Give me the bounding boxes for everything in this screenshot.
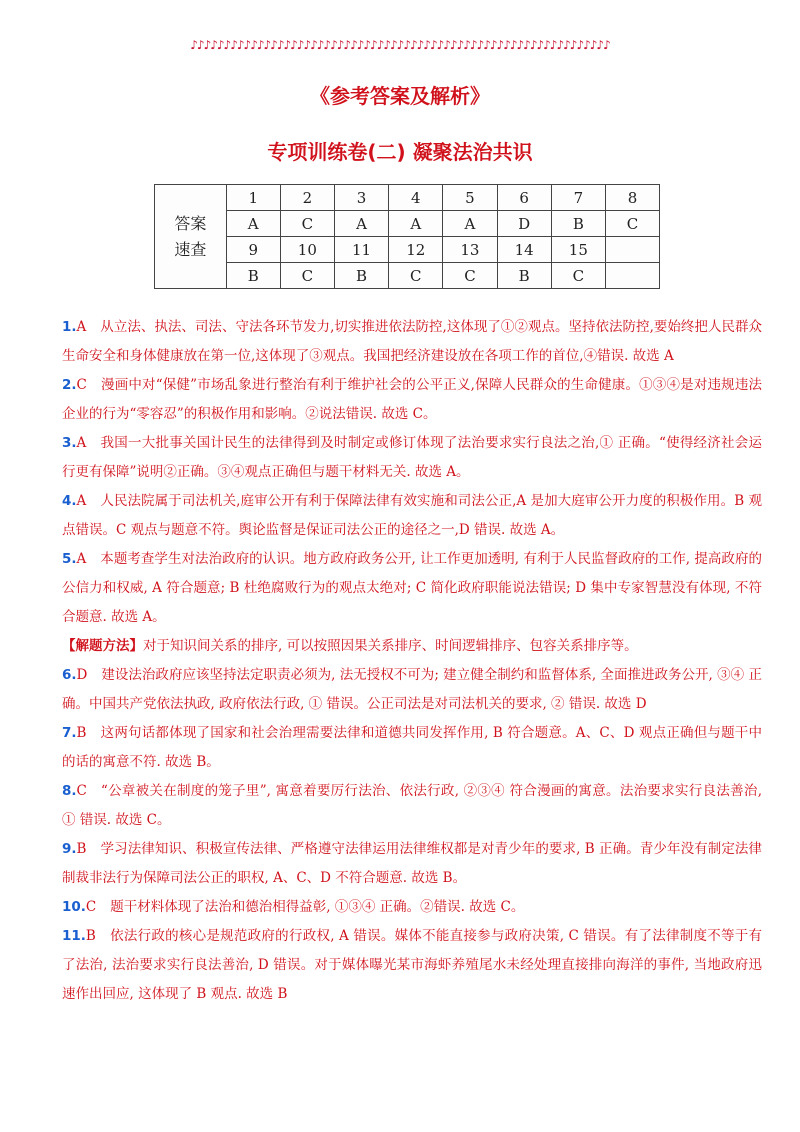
- table-cell: D: [497, 211, 551, 237]
- table-cell: 1: [226, 185, 280, 211]
- table-cell: [605, 263, 659, 289]
- question-number: 8.: [62, 783, 77, 799]
- explanation-text: 这两句话都体现了国家和社会治理需要法律和道德共同发挥作用, B 符合题意。A、C、D 观点正确但与题干中的话的寓意不符. 故选 B。: [62, 725, 762, 770]
- explanation-text: 漫画中对“保健”市场乱象进行整治有利于维护社会的公平正义,保障人民群众的生命健康。①③④是对违规违法企业的行为“零容忍”的积极作用和影响。②说法错误. 故选 C。: [62, 377, 762, 422]
- question-number: 6.: [62, 667, 77, 683]
- page-subtitle: 专项训练卷(二) 凝聚法治共识: [267, 140, 533, 164]
- explanation-item-9: [62, 835, 762, 893]
- table-cell: B: [334, 263, 388, 289]
- explanation-text: 依法行政的核心是规范政府的行政权, A 错误。媒体不能直接参与政府决策, C 错误。有了法律制度不等于有了法治, 法治要求实行良法善治, D 错误。对于媒体曝光某市海虾养殖尾水未经处理直接排向海洋的事件, 当地政府迅速作出回应, 这体现了 B 观点. 故选 B: [62, 928, 762, 1002]
- table-cell: A: [226, 211, 280, 237]
- table-row: [155, 263, 660, 289]
- table-cell: 15: [551, 237, 605, 263]
- table-cell: 8: [605, 185, 659, 211]
- explanation-text: 题干材料体现了法治和德治相得益彰, ①③④ 正确。②错误. 故选 C。: [110, 899, 525, 915]
- explanation-text: “公章被关在制度的笼子里”, 寓意着要厉行法治、依法行政, ②③④ 符合漫画的寓意。法治要求实行良法善治, ① 错误. 故选 C。: [62, 783, 762, 828]
- question-number: 11.: [62, 928, 86, 944]
- question-number: 10.: [62, 899, 86, 915]
- table-row: [155, 211, 660, 237]
- explanation-item-4: [62, 487, 762, 545]
- table-row: [155, 185, 660, 211]
- question-answer: B: [76, 841, 87, 857]
- question-number: 4.: [62, 493, 77, 509]
- table-cell: A: [334, 211, 388, 237]
- explanation-item-5: [62, 545, 762, 632]
- question-number: 3.: [62, 435, 77, 451]
- explanation-list: [62, 313, 762, 1009]
- table-cell: 6: [497, 185, 551, 211]
- question-answer: A: [76, 435, 87, 451]
- question-answer: C: [76, 377, 87, 393]
- table-cell: C: [280, 211, 334, 237]
- table-cell: B: [226, 263, 280, 289]
- table-cell: A: [443, 211, 497, 237]
- table-cell: B: [551, 211, 605, 237]
- explanation-text: 从立法、执法、司法、守法各环节发力,切实推进依法防控,这体现了①②观点。坚持依法防控,要始终把人民群众生命安全和身体健康放在第一位,这体现了③观点。我国把经济建设放在各项工作的首位,④错误. 故选 A: [62, 319, 762, 364]
- table-cell: C: [605, 211, 659, 237]
- answer-quick-check-table: [154, 184, 660, 289]
- table-row: [155, 237, 660, 263]
- explanation-item-7: [62, 719, 762, 777]
- question-answer: B: [76, 725, 87, 741]
- explanation-item-8: [62, 777, 762, 835]
- page-title: 《参考答案及解析》: [310, 84, 490, 108]
- table-cell: 4: [389, 185, 443, 211]
- explanation-item-2: [62, 371, 762, 429]
- table-cell: 3: [334, 185, 388, 211]
- table-cell: 2: [280, 185, 334, 211]
- method-tag: 【解题方法】: [62, 638, 143, 654]
- question-number: 9.: [62, 841, 77, 857]
- table-cell: 10: [280, 237, 334, 263]
- explanation-item-6: [62, 661, 762, 719]
- table-cell: 13: [443, 237, 497, 263]
- question-answer: D: [76, 667, 88, 683]
- method-text: 对于知识间关系的排序, 可以按照因果关系排序、时间逻辑排序、包容关系排序等。: [143, 638, 638, 654]
- decorative-music-notes: ♪♪♪♪♪♪♪♪♪♪♪♪♪♪♪♪♪♪♪♪♪♪♪♪♪♪♪♪♪♪♪♪♪♪♪♪♪♪♪♪♪♪♪♪♪♪♪♪♪♪♪♪♪♪♪♪♪♪♪♪♪♪♪: [190, 38, 610, 52]
- question-answer: B: [85, 928, 96, 944]
- table-cell: C: [443, 263, 497, 289]
- explanation-text: 建设法治政府应该坚持法定职责必须为, 法无授权不可为; 建立健全制约和监督体系, 全面推进政务公开, ③④ 正确。中国共产党依法执政, 政府依法行政, ① 错误。公正司法是对司法机关的要求, ② 错误. 故选 D: [62, 667, 762, 712]
- question-answer: C: [85, 899, 97, 915]
- question-number: 1.: [62, 319, 77, 335]
- question-number: 5.: [62, 551, 77, 567]
- explanation-text: 我国一大批事关国计民生的法律得到及时制定或修订体现了法治要求实行良法之治,① 正确。“使得经济社会运行更有保障”说明②正确。③④观点正确但与题干材料无关. 故选 A。: [62, 435, 762, 480]
- question-number: 7.: [62, 725, 77, 741]
- table-cell: B: [497, 263, 551, 289]
- table-header-label: 答案 速查: [174, 213, 207, 259]
- explanation-item-1: [62, 313, 762, 371]
- table-cell: 7: [551, 185, 605, 211]
- question-answer: C: [76, 783, 87, 799]
- method-note: [62, 632, 762, 661]
- explanation-text: 学习法律知识、积极宣传法律、严格遵守法律运用法律维权都是对青少年的要求, B 正确。青少年没有制定法律制裁非法行为保障司法公正的职权, A、C、D 不符合题意. 故选 B。: [62, 841, 762, 886]
- explanation-text: 人民法院属于司法机关,庭审公开有利于保障法律有效实施和司法公正,A 是加大庭审公开力度的积极作用。B 观点错误。C 观点与题意不符。舆论监督是保证司法公正的途径之一,D 错误. 故选 A。: [62, 493, 762, 538]
- explanation-item-3: [62, 429, 762, 487]
- table-cell: C: [389, 263, 443, 289]
- table-cell: 14: [497, 237, 551, 263]
- table-cell: C: [280, 263, 334, 289]
- explanation-text: 本题考查学生对法治政府的认识。地方政府政务公开, 让工作更加透明, 有利于人民监督政府的工作, 提高政府的公信力和权威, A 符合题意; B 杜绝腐败行为的观点太绝对; C 简化政府职能说法错误; D 集中专家智慧没有体现, 不符合题意. 故选 A。: [62, 551, 762, 625]
- table-cell: 9: [226, 237, 280, 263]
- table-cell: 12: [389, 237, 443, 263]
- question-answer: A: [76, 551, 87, 567]
- explanation-item-10: [62, 893, 762, 922]
- question-answer: A: [76, 493, 87, 509]
- table-cell: 5: [443, 185, 497, 211]
- table-cell: 11: [334, 237, 388, 263]
- explanation-item-11: [62, 922, 762, 1009]
- question-number: 2.: [62, 377, 77, 393]
- table-header-cell: [155, 185, 227, 289]
- table-cell: C: [551, 263, 605, 289]
- question-answer: A: [76, 319, 87, 335]
- table-cell: [605, 237, 659, 263]
- table-cell: A: [389, 211, 443, 237]
